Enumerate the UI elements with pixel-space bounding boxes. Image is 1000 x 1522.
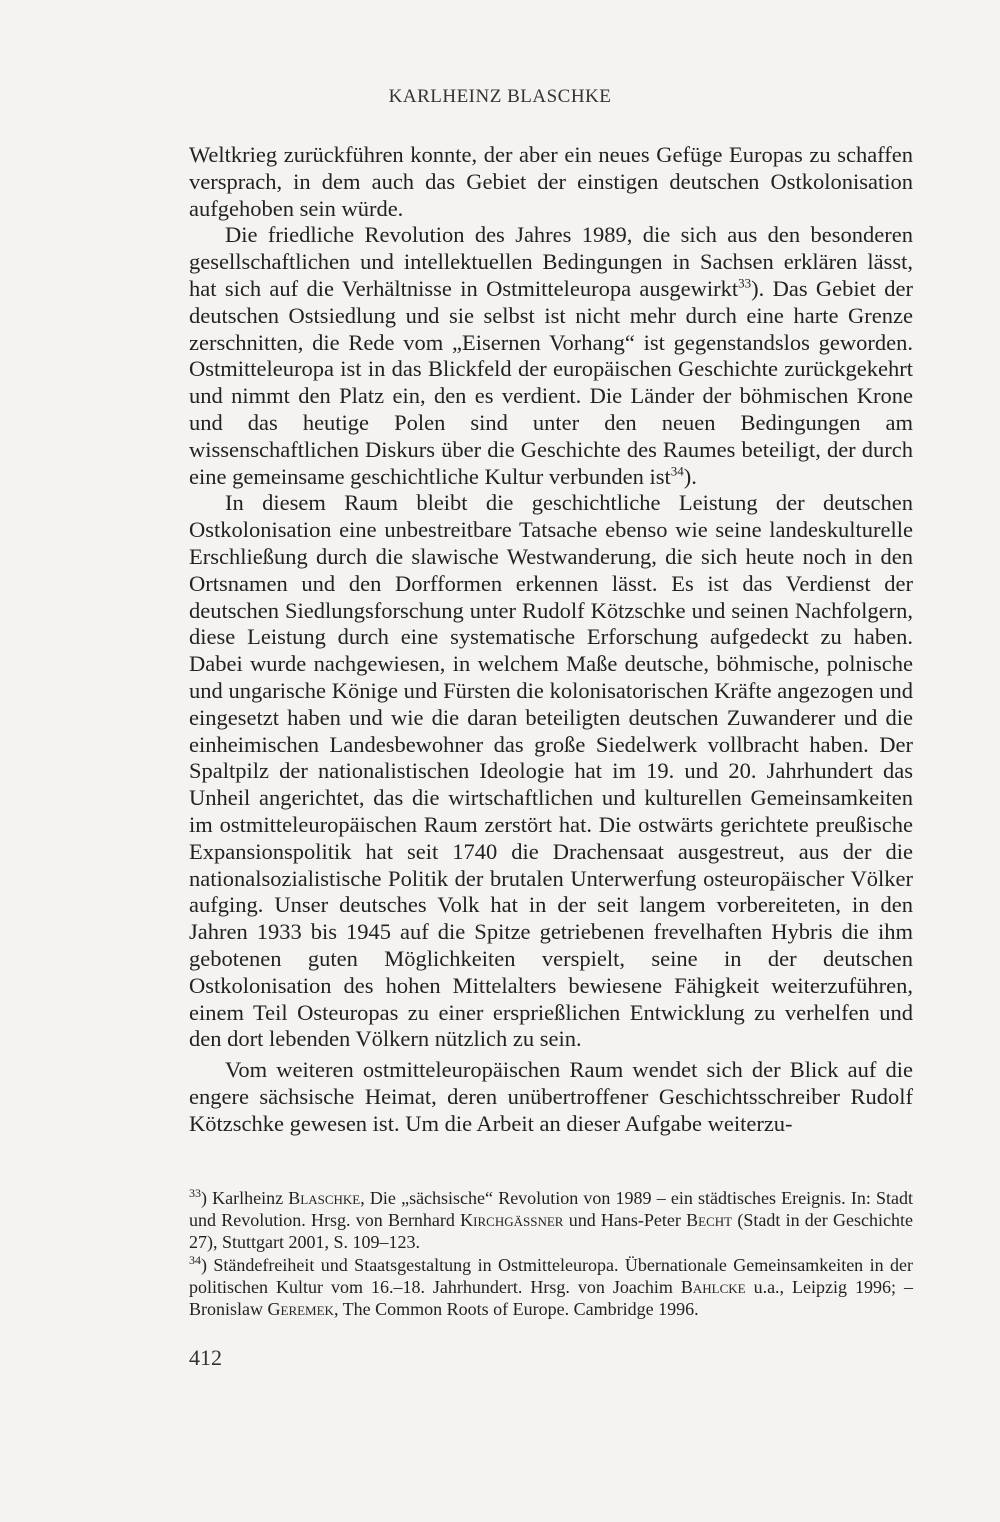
editor-name: Kirchgässner: [460, 1210, 564, 1230]
running-head: KARLHEINZ BLASCHKE: [388, 86, 612, 107]
editor-name: Bahlcke: [680, 1277, 746, 1297]
footnote-33-text-d: (Stadt in der Geschichte 27), Stuttgart 2001, S. 109–123.: [189, 1210, 913, 1252]
footnote-ref-33[interactable]: 33: [738, 275, 752, 291]
paragraph-4: Vom weiteren ostmitteleuropäischen Raum wendet sich der Blick auf die engere sächsische Heimat, deren unübertroffener Geschichtsschreiber Rudolf Kötzschke gewesen ist. Um die Arbeit an dieser Aufgabe weiterzu-: [189, 1057, 913, 1136]
paragraph-2-text-a: Die friedliche Revolution des Jahres 1989, die sich aus den besonderen gesellschaftlichen und intellektuellen Bedingungen in Sachsen erklären lässt, hat sich auf die Verhältnisse in Ostmitteleuropa ausgewirkt: [189, 222, 913, 301]
footnote-33-text-a: ) Karlheinz: [201, 1188, 289, 1208]
footnote-34-text-c: , The Common Roots of Europe. Cambridge 1996.: [333, 1299, 699, 1319]
footnote-34-text-b: u.a., Leipzig 1996; – Bronislaw: [189, 1277, 913, 1319]
footnote-mark-34: 34: [189, 1253, 201, 1267]
paragraph-2: [189, 222, 913, 490]
paragraph-2-text-b: ). Das Gebiet der deutschen Ostsiedlung und sie selbst ist nicht mehr durch eine harte Grenze zerschnitten, die Rede vom „Eisernen Vorhang“ ist gegenstandslos geworden. Ostmitteleuropa ist in das Blickfeld der europäischen Geschichte zurückgekehrt und nimmt den Platz ein, den es verdient. Die Länder der böhmischen Krone und das heutige Polen sind unter den neuen Bedingungen am wissenschaftlichen Diskurs über die Geschichte des Raumes beteiligt, der durch eine gemeinsame geschichtliche Kultur verbunden ist: [189, 275, 913, 489]
footnote-33: [189, 1187, 913, 1253]
footnote-ref-34[interactable]: 34: [670, 463, 684, 479]
paragraph-2-text-c: ).: [683, 463, 697, 489]
editor-name: Becht: [686, 1210, 733, 1230]
footnote-mark-33: 33: [189, 1186, 201, 1200]
paragraph-3: In diesem Raum bleibt die geschichtliche Leistung der deutschen Ostkolonisation eine unbestreitbare Tatsache ebenso wie seine landeskulturelle Erschließung durch die slawische Westwanderung, die sich heute noch in den Ortsnamen und den Dorfformen erkennen lässt. Es ist das Verdienst der deutschen Siedlungsforschung unter Rudolf Kötzschke und seinen Nachfolgern, diese Leistung durch eine systematische Erforschung aufgedeckt zu haben. Dabei wurde nachgewiesen, in welchem Maße deutsche, böhmische, polnische und ungarische Könige und Fürsten die kolonisatorischen Kräfte angezogen und eingesetzt haben und wie die daran beteiligten deutschen Zuwanderer und die einheimischen Landesbewohner das große Siedelwerk vollbracht haben. Der Spaltpilz der nationalistischen Ideologie hat im 19. und 20. Jahrhundert das Unheil angerichtet, das die wirtschaftlichen und kulturellen Gemeinsamkeiten im ostmitteleuropäischen Raum zerstört hat. Die ostwärts gerichtete preußische Expansionspolitik hat seit 1740 die Drachensaat ausgestreut, aus der die nationalsozialistische Politik der brutalen Unterwerfung osteuropäischer Völker aufging. Unser deutsches Volk hat in der seit langem vorbereiteten, in den Jahren 1933 bis 1945 auf die Spitze getriebenen frevelhaften Hybris die ihm gebotenen guten Möglichkeiten verspielt, seine in der deutschen Ostkolonisation des hohen Mittelalters bewiesene Fähigkeit weiterzuführen, einem Teil Osteuropas zu einer ersprießlichen Entwicklung zu verhelfen und den dort lebenden Völkern nützlich zu sein.: [189, 490, 913, 1052]
footnote-34-text-a: ) Ständefreiheit und Staatsgestaltung in Ostmitteleuropa. Übernationale Gemeinsamkeiten in der politischen Kultur vom 16.–18. Jahrhundert. Hrsg. von Joachim: [189, 1255, 913, 1297]
footnote-33-text-b: , Die „sächsische“ Revolution von 1989 – ein städtisches Ereignis. In: Stadt und Revolution. Hrsg. von Bernhard: [189, 1188, 913, 1230]
paragraph-1: Weltkrieg zurückführen konnte, der aber ein neues Gefüge Europas zu schaffen versprach, in dem auch das Gebiet der einstigen deutschen Ostkolonisation aufgehoben sein würde.: [189, 142, 913, 221]
author-name: Blaschke: [288, 1188, 361, 1208]
author-name: Geremek: [267, 1299, 334, 1319]
footnote-33-text-c: und Hans-Peter: [563, 1210, 687, 1230]
page-number: 412: [189, 1345, 222, 1370]
footnote-34: [189, 1254, 913, 1320]
footnotes: [189, 1187, 913, 1321]
main-text: [189, 142, 913, 1137]
